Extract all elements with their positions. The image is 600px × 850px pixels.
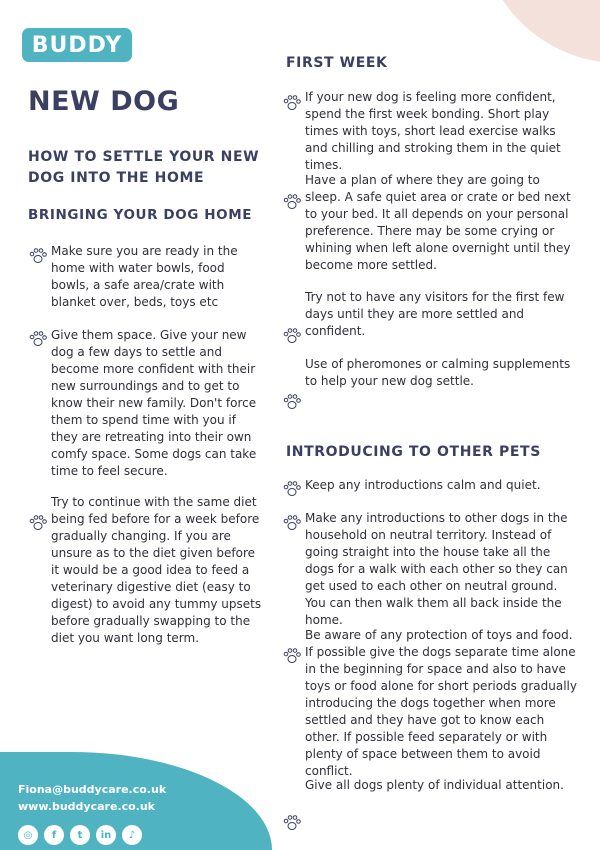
paw-icon [282, 94, 302, 112]
tiktok-icon[interactable]: ♪ [122, 825, 142, 845]
bringing-home-paragraph: Make sure you are ready in the home with water bowls, food bowls, a safe area/crate with blanket over, beds, toys etc [51, 244, 238, 309]
paw-icon [28, 330, 48, 348]
contact-email-link[interactable]: Fiona@buddycare.co.uk [18, 783, 167, 796]
first-week-paragraph: Have a plan of where they are going to sleep. A safe quiet area or crate or bed next to your bed. It all depends on your personal preference. There may be some crying or whining when left alone overnight until they become more settled. [305, 173, 571, 272]
intro-heading: HOW TO SETTLE YOUR NEW DOG INTO THE HOME [28, 149, 260, 186]
other-pets-paragraph: Be aware of any protection of toys and food. If possible give the dogs separate time alone in the beginning for space and also to have toys or food alone for short periods gradually introducing the dogs together when more settled and they have got to know each other. If possible feed separately or with plenty of space between them to avoid conflict. [305, 628, 577, 778]
other-pets-paragraph: Give all dogs plenty of individual attention. [305, 778, 564, 792]
paw-icon [282, 193, 302, 211]
other-pets-paragraph: Keep any introductions calm and quiet. [305, 478, 541, 492]
paw-icon [282, 393, 302, 411]
buddy-logo[interactable]: BUDDY [22, 28, 132, 62]
section-heading-other-pets: INTRODUCING TO OTHER PETS [286, 444, 541, 460]
paw-icon [282, 514, 302, 532]
corner-decoration [481, 0, 600, 81]
social-links [18, 825, 142, 845]
section-heading-bringing-home: BRINGING YOUR DOG HOME [28, 207, 253, 223]
facebook-icon[interactable]: f [44, 825, 64, 845]
page-title: NEW DOG [28, 86, 180, 117]
first-week-paragraph: Use of pheromones or calming supplements to help your new dog settle. [305, 357, 571, 388]
first-week-paragraph: Try not to have any visitors for the first few days until they are more settled and confident. [305, 290, 565, 338]
paw-icon [282, 647, 302, 665]
contact-website-link[interactable]: www.buddycare.co.uk [18, 800, 155, 813]
section-heading-first-week: FIRST WEEK [286, 55, 388, 71]
twitter-icon[interactable]: t [70, 825, 90, 845]
paw-icon [28, 514, 48, 532]
linkedin-icon[interactable]: in [96, 825, 116, 845]
paw-icon [28, 247, 48, 265]
paw-icon [282, 480, 302, 498]
other-pets-paragraph: Make any introductions to other dogs in the household on neutral territory. Instead of going straight into the house take all the dogs for a walk with each other so they can get used to each other on neutral ground. You can then walk them all back inside the home. [305, 511, 568, 627]
paw-icon [282, 814, 302, 832]
bringing-home-paragraph: Give them space. Give your new dog a few days to settle and become more confident with their new surroundings and to get to know their new family. Don't force them to spend time with you if they are retreating into their own comfy space. Some dogs can take time to feel secure. [51, 328, 257, 478]
paw-icon [282, 327, 302, 345]
bringing-home-paragraph: Try to continue with the same diet being fed before for a week before gradually changing. If you are unsure as to the diet given before it would be a good idea to feed a veterinary digestive diet (easy to digest) to avoid any tummy upsets before gradually swapping to the diet you want long term. [51, 495, 262, 645]
instagram-icon[interactable]: ◎ [18, 825, 38, 845]
first-week-paragraph: If your new dog is feeling more confident, spend the first week bonding. Short play times with toys, short lead exercise walks and chilling and stroking them in the quiet times. [305, 90, 561, 172]
